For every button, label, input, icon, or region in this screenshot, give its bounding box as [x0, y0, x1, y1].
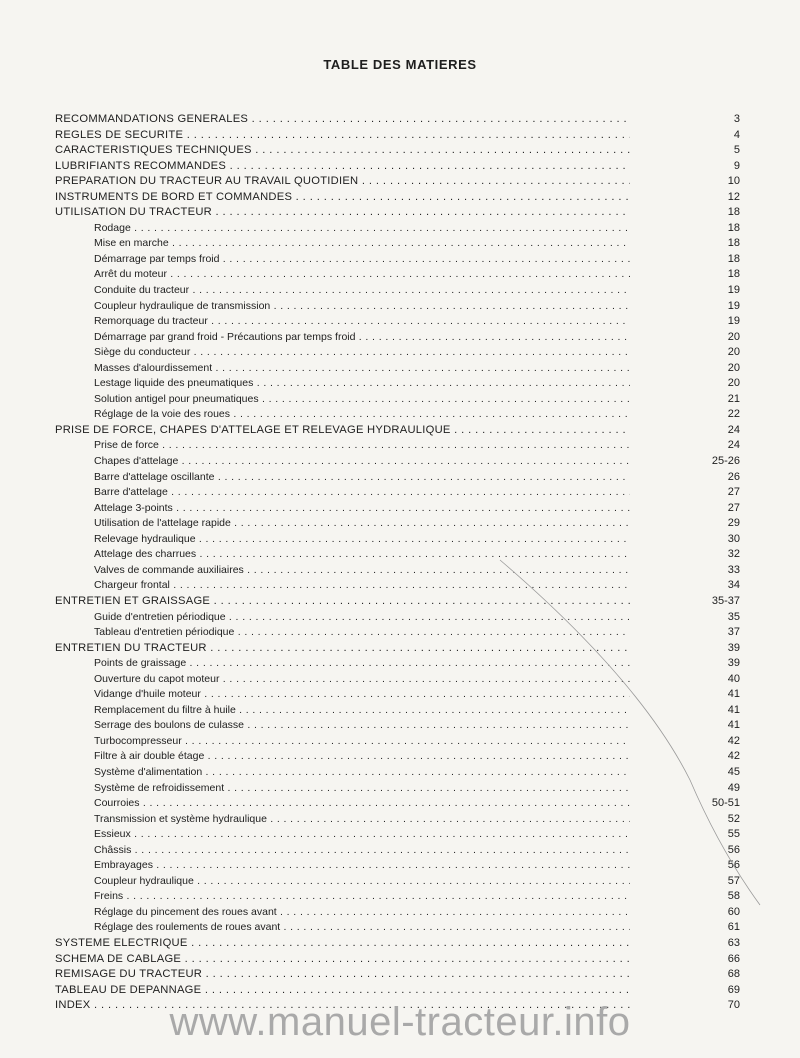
- toc-entry-label: Embrayages . . .: [94, 858, 630, 873]
- toc-entry-page: 27: [727, 486, 740, 499]
- toc-entry-label: Serrage des boulons de culasse . . .: [94, 718, 630, 733]
- toc-entry-page: 33: [727, 563, 740, 576]
- toc-entry-label: Attelage des charrues . . .: [94, 547, 630, 562]
- toc-entry-page: 21: [727, 392, 740, 405]
- toc-entry-page: 12: [727, 190, 740, 203]
- toc-entry-page: 55: [727, 828, 740, 841]
- toc-entry-label: Démarrage par temps froid . . .: [94, 252, 630, 267]
- toc-entry-label: Ouverture du capot moteur . . .: [94, 672, 630, 687]
- toc-entry-page: 37: [727, 626, 740, 639]
- toc-entry-label: Rodage . . .: [94, 221, 630, 236]
- toc-entry-label: Réglage de la voie des roues . . .: [94, 407, 630, 422]
- toc-entry-page: 49: [727, 781, 740, 794]
- toc-entry-label: Réglage des roulements de roues avant . . .: [94, 920, 630, 935]
- toc-entry-label: Remplacement du filtre à huile . . .: [94, 703, 630, 718]
- toc-entry-label: Démarrage par grand froid - Précautions par temps froid . . .: [94, 330, 630, 345]
- toc-entry-page: 39: [727, 641, 740, 654]
- toc-entry-label: SYSTEME ELECTRIQUE . . .: [55, 936, 630, 951]
- toc-entry-page: 29: [727, 517, 740, 530]
- toc-entry-label: Chapes d'attelage . . .: [94, 454, 630, 469]
- toc-entry-label: Conduite du tracteur . . .: [94, 283, 630, 298]
- toc-entry-page: 4: [733, 128, 740, 141]
- toc-entry-label: PREPARATION DU TRACTEUR AU TRAVAIL QUOTIDIEN . . .: [55, 174, 630, 189]
- toc-entry-label: Remorquage du tracteur . . .: [94, 314, 630, 329]
- toc-entry-label: Relevage hydraulique . . .: [94, 532, 630, 547]
- toc-entry-label: Système d'alimentation . . .: [94, 765, 630, 780]
- toc-entry-label: Coupleur hydraulique . . .: [94, 874, 630, 889]
- page-title: TABLE DES MATIERES: [323, 57, 477, 72]
- toc-entry-page: 41: [727, 719, 740, 732]
- toc-entry-page: 66: [727, 952, 740, 965]
- toc-entry-page: 41: [727, 688, 740, 701]
- toc-entry-page: 20: [727, 377, 740, 390]
- toc-entry-page: 63: [727, 936, 740, 949]
- toc-entry-page: 42: [727, 734, 740, 747]
- toc-entry-label: Solution antigel pour pneumatiques . . .: [94, 392, 630, 407]
- toc-entry-label: Attelage 3-points . . .: [94, 501, 630, 516]
- toc-entry-label: Tableau d'entretien périodique . . .: [94, 625, 630, 640]
- toc-entry-page: 34: [727, 579, 740, 592]
- toc-entry-label: Coupleur hydraulique de transmission . . .: [94, 299, 630, 314]
- toc-entry-page: 35-37: [711, 594, 740, 607]
- toc-entry-page: 45: [727, 765, 740, 778]
- toc-entry-label: Siège du conducteur . . .: [94, 345, 630, 360]
- toc-entry-page: 24: [727, 439, 740, 452]
- toc-entry-page: 24: [727, 423, 740, 436]
- toc-entry-page: 68: [727, 968, 740, 981]
- toc-entry-label: ENTRETIEN DU TRACTEUR . . .: [55, 641, 630, 656]
- toc-entry-label: INSTRUMENTS DE BORD ET COMMANDES . . .: [55, 190, 630, 205]
- toc-entry-label: LUBRIFIANTS RECOMMANDES . . .: [55, 159, 630, 174]
- toc-entry-label: Système de refroidissement . . .: [94, 781, 630, 796]
- toc-entry-page: 19: [727, 315, 740, 328]
- toc-entry-page: 56: [727, 843, 740, 856]
- toc-entry-label: SCHEMA DE CABLAGE . . .: [55, 952, 630, 967]
- toc-entry-page: 27: [727, 501, 740, 514]
- toc-entry-page: 9: [733, 159, 740, 172]
- toc-entry-label: Transmission et système hydraulique . . .: [94, 812, 630, 827]
- toc-entry-page: 61: [727, 921, 740, 934]
- toc-entry-label: Courroies . . .: [94, 796, 630, 811]
- toc-entry-page: 10: [727, 175, 740, 188]
- toc-entry-page: 3: [733, 113, 740, 125]
- toc-entry-page: 58: [727, 890, 740, 903]
- toc-entry-page: 41: [727, 703, 740, 716]
- toc-entry-label: REGLES DE SECURITE . . .: [55, 128, 630, 143]
- toc-entry-page: 40: [727, 672, 740, 685]
- toc-entry-page: 50-51: [711, 797, 740, 810]
- toc-entry-label: Barre d'attelage . . .: [94, 485, 630, 500]
- toc-entry-page: 5: [733, 144, 740, 157]
- toc-entry-page: 22: [727, 408, 740, 421]
- toc-entry-page: 20: [727, 346, 740, 359]
- toc-entry-page: 70: [727, 999, 740, 1012]
- toc-entry-page: 57: [727, 874, 740, 887]
- toc-entry-label: CARACTERISTIQUES TECHNIQUES . . .: [55, 143, 630, 158]
- toc-entry-page: 69: [727, 983, 740, 996]
- toc-entry-label: Chargeur frontal . . .: [94, 578, 630, 593]
- toc-entry-label: Vidange d'huile moteur . . .: [94, 687, 630, 702]
- toc-entry-label: UTILISATION DU TRACTEUR . . .: [55, 205, 630, 220]
- toc-entry-page: 19: [727, 299, 740, 312]
- toc-entry-page: 20: [727, 361, 740, 374]
- toc-entry-page: 32: [727, 548, 740, 561]
- toc-entry-page: 18: [727, 252, 740, 265]
- toc-entry-page: 18: [727, 206, 740, 219]
- toc-entry-label: Turbocompresseur . . .: [94, 734, 630, 749]
- toc-entry-label: Freins . . .: [94, 889, 630, 904]
- toc-entry-label: TABLEAU DE DEPANNAGE . . .: [55, 983, 630, 998]
- toc-entry-label: Réglage du pincement des roues avant . . .: [94, 905, 630, 920]
- toc-entry-label: Prise de force . . .: [94, 438, 630, 453]
- toc-entry-label: Valves de commande auxiliaires . . .: [94, 563, 630, 578]
- toc-entry-label: Essieux . . .: [94, 827, 630, 842]
- toc-entry-page: 26: [727, 470, 740, 483]
- toc-entry-label: Points de graissage . . .: [94, 656, 630, 671]
- toc-entry-label: ENTRETIEN ET GRAISSAGE . . .: [55, 594, 630, 609]
- toc-entry-label: RECOMMANDATIONS GENERALES . . .: [55, 112, 630, 127]
- toc-entry-page: 18: [727, 221, 740, 234]
- toc-entry-page: 19: [727, 284, 740, 297]
- toc-entry-page: 25-26: [711, 455, 740, 468]
- toc-entry-page: 35: [727, 610, 740, 623]
- toc-entry-label: INDEX . . .: [55, 998, 630, 1013]
- toc-entry-label: Utilisation de l'attelage rapide . . .: [94, 516, 630, 531]
- toc-entry-label: Filtre à air double étage . . .: [94, 749, 630, 764]
- toc-entry-page: 60: [727, 905, 740, 918]
- toc-entry-page: 52: [727, 812, 740, 825]
- toc-entry-page: 18: [727, 268, 740, 281]
- toc-entry-page: 56: [727, 859, 740, 872]
- toc-entry-label: Châssis . . .: [94, 843, 630, 858]
- toc-entry-label: Barre d'attelage oscillante . . .: [94, 470, 630, 485]
- toc-entry-label: REMISAGE DU TRACTEUR . . .: [55, 967, 630, 982]
- toc-entry-page: 30: [727, 532, 740, 545]
- toc-entry-page: 20: [727, 330, 740, 343]
- toc-entry-label: Lestage liquide des pneumatiques . . .: [94, 376, 630, 391]
- toc-entry-label: PRISE DE FORCE, CHAPES D'ATTELAGE ET RELEVAGE HYDRAULIQUE . . .: [55, 423, 630, 438]
- watermark: www.manuel-tracteur.info: [169, 1000, 631, 1044]
- toc-entry-label: Mise en marche . . .: [94, 236, 630, 251]
- toc-entry-label: Arrêt du moteur . . .: [94, 267, 630, 282]
- toc-entry-label: Guide d'entretien périodique . . .: [94, 610, 630, 625]
- toc-entry-page: 18: [727, 237, 740, 250]
- toc-entry-label: Masses d'alourdissement . . .: [94, 361, 630, 376]
- toc-entry-page: 42: [727, 750, 740, 763]
- toc-entry-page: 39: [727, 657, 740, 670]
